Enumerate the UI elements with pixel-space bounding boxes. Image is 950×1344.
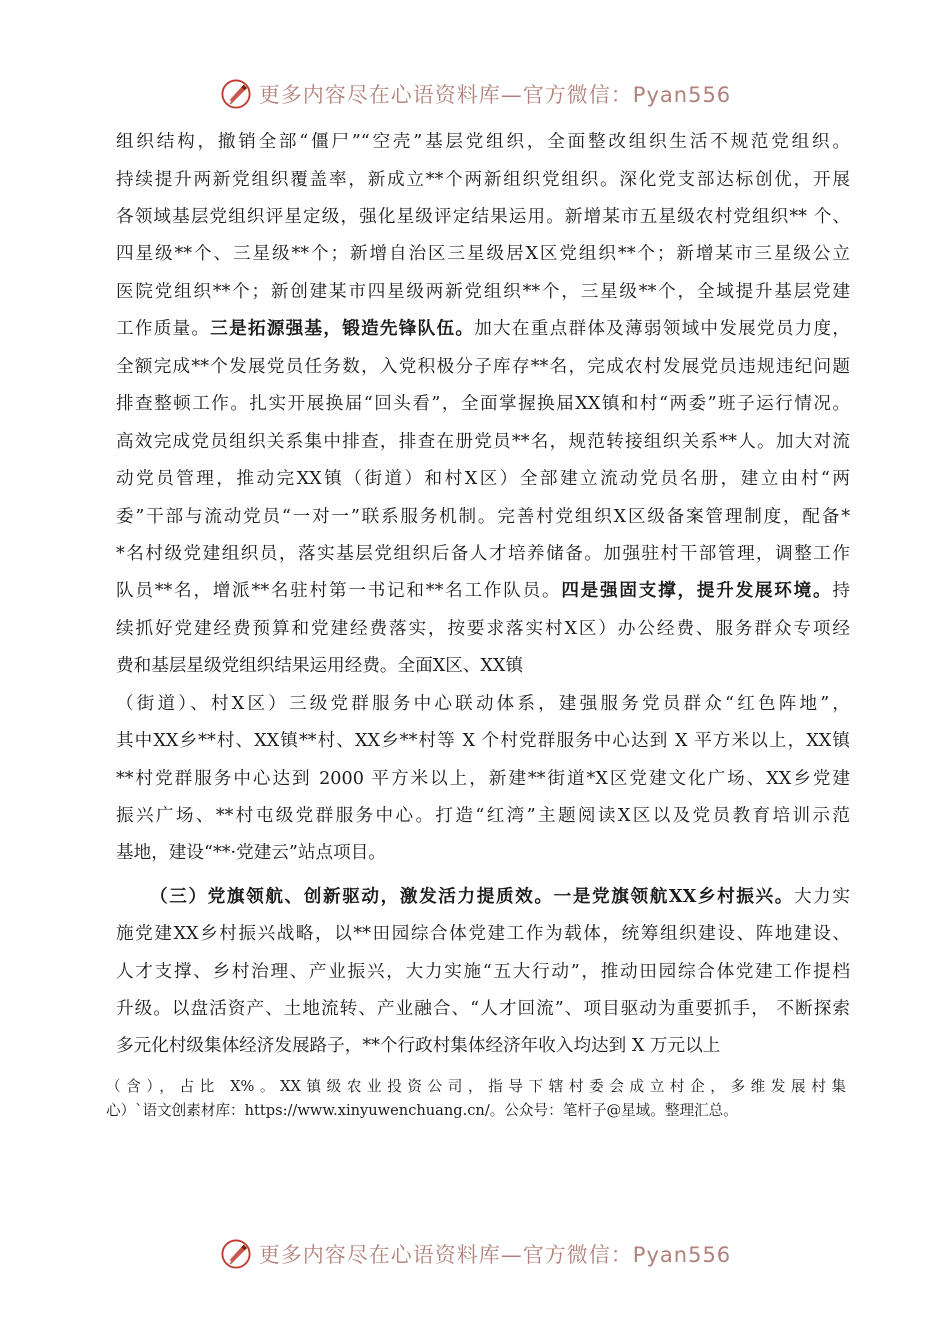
- text-line: [116, 355, 850, 379]
- paragraph-text: **村党群服务中心达到 2000 平方米以上，新建**街道*X区党建文化广场、XX乡党建: [116, 769, 850, 789]
- paragraph-text: 多元化村级集体经济发展路子，**个行政村集体经济年收入均达到 X 万元以上: [116, 1036, 721, 1056]
- text-line: [116, 654, 850, 678]
- bold-heading-text: 三是拓源强基，锻造先锋队伍。: [210, 318, 475, 339]
- text-line: [116, 692, 850, 716]
- bold-heading-text: （三）党旗领航、创新驱动，激发活力提质效。一是党旗领航XX乡村振兴。: [150, 886, 794, 907]
- text-line: [116, 392, 850, 416]
- text-line: [116, 505, 850, 529]
- text-line: [106, 1075, 846, 1099]
- pen-logo-icon: [219, 77, 253, 111]
- text-line: [116, 841, 850, 865]
- paragraph-text: 各领域基层党组织评星定级，强化星级评定结果运用。新增某市五星级农村党组织** 个、: [116, 207, 850, 227]
- paragraph-text: 费和基层星级党组织结果运用经费。全面X区、XX镇: [116, 656, 524, 676]
- text-line: [116, 542, 850, 566]
- paragraph-text: 队员**名，增派**名驻村第一书记和**名工作队员。: [116, 581, 562, 601]
- paragraph-text: 持续提升两新党组织覆盖率，新成立**个两新组织党组织。深化党支部达标创优，开展: [116, 170, 850, 190]
- paragraph-text: 大力实: [793, 887, 850, 907]
- pen-logo-icon: [219, 1237, 253, 1271]
- text-line: [116, 729, 850, 753]
- watermark-text: 更多内容尽在心语资料库—官方微信：Pyan556: [258, 83, 732, 107]
- paragraph-text: 医院党组织**个；新创建某市四星级两新党组织**个，三星级**个，全域提升基层党建: [116, 282, 850, 302]
- text-line: [116, 205, 850, 229]
- text-line: [116, 467, 850, 491]
- paragraph-text: 组织结构，撤销全部“僵尸”“空壳”基层党组织，全面整改组织生活不规范党组织。: [116, 132, 850, 152]
- text-line: [116, 579, 850, 603]
- text-line: [116, 242, 850, 266]
- bold-heading-text: 四是强固支撑，提升发展环境。: [561, 580, 833, 601]
- text-line: [116, 767, 850, 791]
- text-line: [116, 617, 850, 641]
- text-line: [116, 960, 850, 984]
- text-line: [150, 885, 850, 909]
- paragraph-text: 高效完成党员组织关系集中排查，排查在册党员**名，规范转接组织关系**人。加大对流: [116, 432, 850, 452]
- paragraph-text: 施党建XX乡村振兴战略，以**田园综合体党建工作为载体，统筹组织建设、阵地建设、: [116, 924, 850, 944]
- paragraph-text: 排查整顿工作。扎实开展换届“回头看”，全面掌握换届XX镇和村“两委”班子运行情况。: [116, 394, 850, 414]
- text-line: [116, 130, 850, 154]
- watermark-banner-bottom: [0, 1232, 950, 1276]
- text-line: [116, 430, 850, 454]
- paragraph-text: 持: [832, 581, 850, 601]
- paragraph-text: 四星级**个、三星级**个；新增自治区三星级居X区党组织**个；新增某市三星级公立: [116, 244, 850, 264]
- paragraph-text: 动党员管理，推动完XX镇（街道）和村X区）全部建立流动党员名册，建立由村“两: [116, 469, 850, 489]
- watermark-text: 更多内容尽在心语资料库—官方微信：Pyan556: [258, 1243, 732, 1267]
- text-line: [116, 280, 850, 304]
- paragraph-text: 其中XX乡**村、XX镇**村、XX乡**村等 X 个村党群服务中心达到 X 平方米以上，XX镇: [116, 731, 850, 751]
- paragraph-text: （街道）、村X区）三级党群服务中心联动体系，建强服务党员群众“红色阵地”，: [116, 694, 850, 714]
- paragraph-text: 全额完成**个发展党员任务数，入党积极分子库存**名，完成农村发展党员违规违纪问题: [116, 357, 850, 377]
- text-line: [116, 317, 850, 341]
- paragraph-text: 委”干部与流动党员“一对一”联系服务机制。完善村党组织X区级备案管理制度，配备*: [116, 507, 850, 527]
- paragraph-text: *名村级党建组织员，落实基层党组织后备人才培养储备。加强驻村干部管理，调整工作: [116, 544, 850, 564]
- paragraph-text: 续抓好党建经费预算和党建经费落实，按要求落实村X区）办公经费、服务群众专项经: [116, 619, 850, 639]
- text-line: [116, 168, 850, 192]
- paragraph-text: 人才支撑、乡村治理、产业振兴，大力实施“五大行动”，推动田园综合体党建工作提档: [116, 962, 850, 982]
- paragraph-text: （含），占比 X%。XX镇级农业投资公司，指导下辖村委会成立村企，多维发展村集: [106, 1078, 846, 1095]
- paragraph-text: 心）`语文创素材库：https://www.xinyuwenchuang.cn/。公众号：笔杆子@星域。整理汇总。: [106, 1102, 738, 1119]
- text-line: [116, 922, 850, 946]
- text-line: [116, 804, 850, 828]
- text-line: [116, 997, 850, 1021]
- paragraph-text: 工作质量。: [116, 319, 211, 339]
- paragraph-text: 振兴广场、**村屯级党群服务中心。打造“红湾”主题阅读X区以及党员教育培训示范: [116, 806, 850, 826]
- paragraph-text: 升级。以盘活资产、土地流转、产业融合、“人才回流”、项目驱动为重要抓手， 不断探索: [116, 999, 850, 1019]
- text-line: [116, 1034, 850, 1058]
- paragraph-text: 加大在重点群体及薄弱领域中发展党员力度，: [474, 319, 850, 339]
- paragraph-text: 基地，建设“**·党建云”站点项目。: [116, 843, 386, 863]
- text-line: [106, 1099, 846, 1123]
- watermark-banner-top: [0, 72, 950, 116]
